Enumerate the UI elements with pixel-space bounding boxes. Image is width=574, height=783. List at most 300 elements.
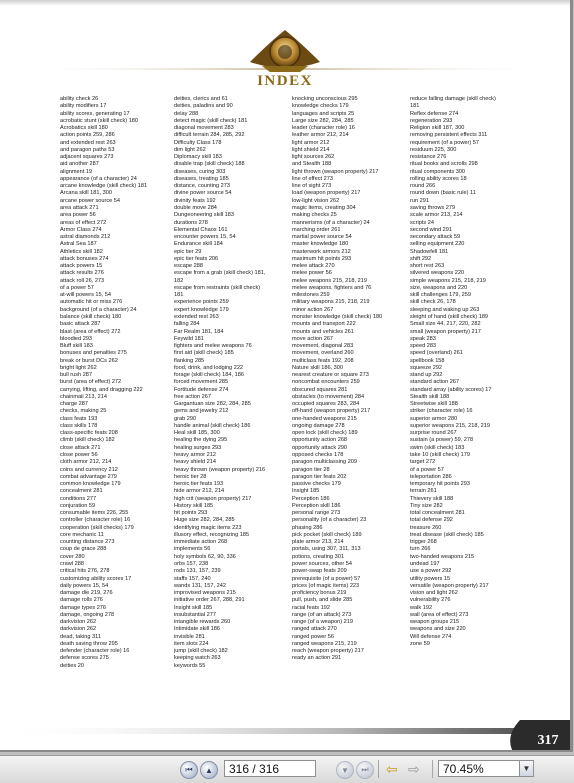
index-entry: noncombat encounters 259 <box>292 379 360 386</box>
index-entry: striker (character role) 16 <box>410 408 473 415</box>
next-page-icon: ▼ <box>341 765 349 775</box>
back-arrow-button[interactable] <box>386 761 398 778</box>
first-page-button[interactable] <box>180 761 198 779</box>
index-entry: ability scores, generating 17 <box>60 110 130 117</box>
index-entry: expert knowledge 179 <box>174 306 229 313</box>
index-entry: ranged power 56 <box>292 633 334 640</box>
index-entry: bloodied 293 <box>60 335 93 342</box>
index-entry: potions, creating 301 <box>292 553 344 560</box>
index-entry: requirement (of a power) 57 <box>410 139 480 146</box>
index-entry: total defense 292 <box>410 517 453 524</box>
index-entry: coup de grace 288 <box>60 546 107 553</box>
index-entry: superior weapons 215, 218, 219 <box>410 422 490 429</box>
index-entry: ranged attack 270 <box>292 626 337 633</box>
index-entry: staffs 157, 240 <box>174 575 211 582</box>
index-entry: Dungeoneering skill 183 <box>174 212 235 219</box>
index-column-2 <box>174 96 294 670</box>
index-entry: nearest creature or square 273 <box>292 372 369 379</box>
index-entry: forage (skill check) 184, 186 <box>174 372 244 379</box>
next-page-button[interactable] <box>336 761 354 779</box>
index-entry: melee attack 270 <box>292 263 335 270</box>
index-entry: Perception 186 <box>292 495 330 502</box>
index-entry: divine power source 54 <box>174 190 232 197</box>
index-entry: alignment 19 <box>60 168 93 175</box>
index-entry: vulnerability 276 <box>410 597 451 604</box>
index-entry: martial power source 54 <box>292 234 352 241</box>
index-entry: ritual books and scrolls 298 <box>410 161 478 168</box>
index-entry: of a power 57 <box>60 284 94 291</box>
index-entry: invisible 281 <box>174 633 205 640</box>
index-entry: encounter powers 15, 54 <box>174 234 236 241</box>
index-entry: utility powers 15 <box>410 575 451 582</box>
index-entry: Shadowfell 181 <box>410 248 449 255</box>
index-entry: one-handed weapons 215 <box>292 415 357 422</box>
current-page-value: 316 <box>229 762 250 776</box>
index-entry: orbs 157, 238 <box>174 561 209 567</box>
index-entry: core mechanic 11 <box>60 531 104 538</box>
index-entry: illusory effect, recognizing 185 <box>174 531 250 538</box>
index-entry: customizing ability scores 17 <box>60 575 132 582</box>
index-entry: Nature skill 186, 300 <box>292 364 343 371</box>
index-entry: Reflex defense 274 <box>410 110 459 117</box>
index-entry: and Stealth 188 <box>292 161 332 168</box>
index-entry: counting distance 273 <box>60 539 115 546</box>
index-entry: area attack 271 <box>60 204 99 211</box>
index-entry: adjacent squares 273 <box>60 154 114 161</box>
index-entry: pull, push, and slide 285 <box>292 597 353 604</box>
index-entry: trigger 268 <box>410 539 437 546</box>
index-entry: marching order 261 <box>292 226 341 233</box>
index-entry: forced movement 285 <box>174 379 229 386</box>
index-entry: checks, making 25 <box>60 408 107 415</box>
index-entry: master knowledge 180 <box>292 241 349 248</box>
index-entry: round down (basic rule) 11 <box>410 190 476 197</box>
index-entry: experience points 259 <box>174 299 229 306</box>
index-entry: military weapons 215, 218, 219 <box>292 299 370 306</box>
index-entry: grab 290 <box>174 415 197 422</box>
index-entry: paragon multiclassing 209 <box>292 459 357 466</box>
index-entry: sleight of hand (skill check) 189 <box>410 313 489 320</box>
index-entry: ready an action 291 <box>292 655 342 662</box>
index-entry: Arcana skill 181, 300 <box>60 190 112 197</box>
index-entry: line of sight 273 <box>292 183 332 190</box>
index-entry: spellbook 158 <box>410 357 445 364</box>
index-entry: residuum 225, 300 <box>410 146 457 153</box>
index-entry: cooperation (skill checks) 179 <box>60 524 134 531</box>
index-entry: low-light vision 262 <box>292 197 340 204</box>
index-entry: flanking 285 <box>174 357 205 364</box>
index-entry: insubstantial 277 <box>174 611 216 618</box>
page-count-label: / 316 <box>252 762 280 776</box>
index-entry: ability modifiers 17 <box>60 103 107 110</box>
index-entry: saving throws 279 <box>410 204 456 211</box>
index-entry: sustain (a power) 59, 278 <box>410 437 474 444</box>
index-entry: making checks 25 <box>292 212 337 219</box>
index-entry: reduce falling damage (skill check) <box>410 96 496 102</box>
index-entry: second wind 291 <box>410 226 452 233</box>
index-entry: improvised weapons 215 <box>174 590 236 597</box>
index-entry: diseases, curing 303 <box>174 168 226 175</box>
index-entry: background (of a character) 24 <box>60 306 137 313</box>
index-entry: bright light 262 <box>60 364 97 371</box>
index-entry: versatile (weapon property) 217 <box>410 582 489 589</box>
index-entry: concealment 281 <box>60 488 103 495</box>
index-entry: implements 56 <box>174 546 211 553</box>
index-entry: secondary attack 59 <box>410 234 461 241</box>
index-entry: melee weapons, fighters and 76 <box>292 284 372 291</box>
index-entry: attack results 276 <box>60 270 104 277</box>
index-entry: healing surges 293 <box>174 444 222 451</box>
index-entry: close attack 271 <box>60 444 101 451</box>
index-entry: initiative order 267, 288, 291 <box>174 597 245 604</box>
index-entry: jump (skill check) 182 <box>174 648 228 655</box>
index-entry: Thievery skill 188 <box>410 495 454 502</box>
index-entry: durations 278 <box>174 219 208 226</box>
index-entry: Diplomacy skill 183 <box>174 154 222 161</box>
index-entry: Acrobatics skill 180 <box>60 125 108 132</box>
index-entry: deities, paladins and 90 <box>174 103 233 110</box>
index-entry: damage, ongoing 278 <box>60 611 115 618</box>
index-entry: and paragon paths 53 <box>60 146 115 153</box>
index-entry: and extended rest 263 <box>60 139 116 146</box>
index-entry: Intimidate skill 186 <box>174 626 221 633</box>
index-entry: off-hand (weapon property) 217 <box>292 408 371 415</box>
index-entry: paragon tier 28 <box>292 466 330 473</box>
index-entry: move action 267 <box>292 335 334 342</box>
page-title: INDEX <box>257 73 313 89</box>
index-entry: Tiny size 282 <box>410 502 443 509</box>
index-entry: passive checks 179 <box>292 481 341 488</box>
index-entry: heroic tier feats 193 <box>174 481 224 488</box>
index-entry: treat disease (skill check) 185 <box>410 531 484 538</box>
index-entry: wall (area of effect) 273 <box>410 611 469 618</box>
index-entry: daily powers 15, 54 <box>60 582 109 589</box>
index-entry: plate armor 213, 214 <box>292 539 344 546</box>
index-entry: keywords 55 <box>174 662 206 669</box>
index-entry: escape 288 <box>174 263 203 270</box>
index-entry: short rest 263 <box>410 263 445 270</box>
index-entry: Bluff skill 183 <box>60 343 93 350</box>
index-entry: leather armor 212, 214 <box>292 132 349 139</box>
index-entry: prices (of magic items) 223 <box>292 582 360 589</box>
page-top-shadow <box>0 0 570 6</box>
index-entry: conditions 277 <box>60 495 97 502</box>
index-entry: Perception skill 186 <box>292 502 341 509</box>
index-entry: class feats 193 <box>60 415 98 422</box>
index-entry: gems and jewelry 212 <box>174 408 229 415</box>
index-entry: attack powers 15 <box>60 263 103 270</box>
index-entry: weapon groups 215 <box>410 619 460 626</box>
index-entry: undead 197 <box>410 561 440 567</box>
index-entry: Streetwise skill 188 <box>410 401 458 408</box>
footer-ornament <box>0 718 570 750</box>
index-entry: break or burst DCs 262 <box>60 357 118 364</box>
index-entry: action points 259, 286 <box>60 132 115 139</box>
index-entry: Athletics skill 182 <box>60 248 103 255</box>
index-entry: scripts 24 <box>410 219 434 226</box>
index-entry: phasing 286 <box>292 524 323 531</box>
index-entry: heroic tier 28 <box>174 473 207 480</box>
index-entry: Huge size 282, 284, 285 <box>174 517 235 524</box>
index-entry: scale armor 213, 214 <box>410 212 463 219</box>
index-entry: cloth armor 212, 214 <box>60 459 112 466</box>
index-entry: skill challenges 179, 259 <box>410 292 471 299</box>
index-entry: Elemental Chaos 161 <box>174 226 228 233</box>
index-entry: class skills 178 <box>60 422 98 429</box>
index-entry: Heal skill 185, 300 <box>174 430 220 437</box>
index-entry: occupied squares 283, 284 <box>292 401 360 408</box>
index-entry: identifying magic items 223 <box>174 524 242 531</box>
index-entry: Insight 185 <box>292 488 320 495</box>
index-entry: knowledge checks 179 <box>292 103 349 110</box>
index-entry: diagonal movement 283 <box>174 125 234 132</box>
index-entry: movement, diagonal 283 <box>292 343 354 350</box>
index-entry: light thrown (weapon property) 217 <box>292 168 379 175</box>
index-entry: total concealment 281 <box>410 510 465 517</box>
index-entry: walk 192 <box>410 604 433 611</box>
toolbar-separator <box>432 760 433 778</box>
index-entry: darkvision 262 <box>60 619 97 626</box>
index-column-4 <box>410 96 530 648</box>
index-entry: target 272 <box>410 459 436 466</box>
index-entry: Large size 282, 284, 285 <box>292 117 354 124</box>
index-entry: ongoing damage 278 <box>292 422 345 429</box>
index-entry: line of effect 273 <box>292 175 333 182</box>
index-entry: Astral Sea 187 <box>60 241 97 248</box>
index-entry: attack bonuses 274 <box>60 255 109 262</box>
page-number-input[interactable] <box>224 760 316 777</box>
index-entry: 181 <box>410 103 420 110</box>
index-entry: run 291 <box>410 197 429 204</box>
index-entry: heavy shield 214 <box>174 459 216 466</box>
index-entry: Small size 44, 217, 220, 282 <box>410 321 481 328</box>
index-entry: diseases, treating 185 <box>174 175 229 182</box>
index-entry: light sources 262 <box>292 154 335 161</box>
index-entry: at-will powers 15, 54 <box>60 292 111 299</box>
index-entry: obstacles (to movement) 284 <box>292 393 365 400</box>
index-entry: zone 59 <box>410 640 430 647</box>
index-entry: minor action 267 <box>292 306 334 313</box>
index-entry: Difficulty Class 178 <box>174 139 222 146</box>
index-entry: multiclass feats 192, 208 <box>292 357 354 364</box>
zoom-field[interactable] <box>438 760 520 777</box>
index-entry: common knowledge 179 <box>60 481 121 488</box>
header-ornament <box>0 22 570 102</box>
index-entry: extended rest 263 <box>174 313 219 320</box>
index-entry: racial feats 192 <box>292 604 330 611</box>
index-entry: escape from a grab (skill check) 181, <box>174 270 266 277</box>
index-entry: combat advantage 279 <box>60 473 117 480</box>
index-entry: weapons and size 220 <box>410 626 466 633</box>
index-entry: hide armor 212, 214 <box>174 488 225 495</box>
index-entry: class-specific feats 208 <box>60 430 118 437</box>
page-number: 317 <box>537 733 559 748</box>
index-entry: 181 <box>174 292 184 299</box>
index-entry: paragon tier feats 202 <box>292 473 347 480</box>
index-entry: personal range 273 <box>292 510 341 517</box>
index-entry: sleeping and waking up 263 <box>410 306 480 313</box>
index-entry: vision and light 262 <box>410 590 458 597</box>
index-entry: mannerisms (of a character) 24 <box>292 219 370 226</box>
index-entry: fighters and melee weapons 76 <box>174 343 252 350</box>
last-page-button[interactable] <box>356 761 374 779</box>
zoom-dropdown[interactable] <box>519 760 534 777</box>
index-entry: Far Realm 181, 184 <box>174 328 224 335</box>
index-entry: damage types 276 <box>60 604 107 611</box>
index-entry: hit points 293 <box>174 510 208 517</box>
index-entry: squeeze 292 <box>410 364 443 371</box>
index-entry: range (of a weapon) 219 <box>292 619 353 626</box>
index-entry: temporary hit points 293 <box>410 481 471 488</box>
index-entry: crawl 288 <box>60 561 84 567</box>
index-entry: prerequisite (of a power) 57 <box>292 575 361 582</box>
index-entry: obscured squares 281 <box>292 386 348 393</box>
index-entry: immediate action 268 <box>174 539 228 546</box>
index-entry: food, drink, and lodging 222 <box>174 364 244 371</box>
index-entry: proficiency bonus 219 <box>292 590 347 597</box>
index-entry: opportunity action 268 <box>292 437 348 444</box>
last-page-icon: ⏭ <box>361 765 369 774</box>
index-entry: Armor Class 274 <box>60 226 102 233</box>
index-entry: resistance 276 <box>410 154 447 161</box>
index-entry: defense scores 275 <box>60 655 109 662</box>
index-entry: rods 131, 157, 239 <box>174 568 221 575</box>
index-entry: treasure 260 <box>410 524 442 531</box>
index-entry: mounts and vehicles 261 <box>292 328 354 335</box>
index-entry: acrobatic stunt (skill check) 180 <box>60 117 139 124</box>
index-entry: surprise round 267 <box>410 430 457 437</box>
index-entry: basic attack 287 <box>60 321 101 328</box>
index-entry: Feywild 181 <box>174 335 204 342</box>
index-entry: teleportation 286 <box>410 473 452 480</box>
index-entry: melee power 56 <box>292 270 332 277</box>
index-column-3 <box>292 96 412 663</box>
index-entry: maximum hit points 293 <box>292 255 352 262</box>
index-entry: Stealth skill 188 <box>410 393 450 400</box>
index-entry: languages and scripts 25 <box>292 110 355 117</box>
first-page-icon: ⏮ <box>185 765 193 774</box>
index-entry: coins and currency 212 <box>60 466 118 473</box>
index-entry: open lock (skill check) 189 <box>292 430 358 437</box>
index-entry: intangible rewards 260 <box>174 619 231 626</box>
index-entry: escape from restraints (skill check) <box>174 284 261 291</box>
index-entry: detect magic (skill check) 181 <box>174 117 248 124</box>
index-entry: healing the dying 295 <box>174 437 228 444</box>
index-entry: 182 <box>174 277 184 284</box>
index-entry: area power 56 <box>60 212 96 219</box>
index-entry: range (of an attack) 273 <box>292 611 352 618</box>
index-entry: of a power 57 <box>410 466 444 473</box>
index-entry: power-swap feats 209 <box>292 568 347 575</box>
index-entry: pick pocket (skill check) 189 <box>292 531 362 538</box>
index-entry: double move 284 <box>174 204 217 211</box>
index-entry: chainmail 213, 214 <box>60 393 107 400</box>
index-entry: heavy armor 212 <box>174 452 216 459</box>
index-entry: masterwork armors 212 <box>292 248 351 255</box>
index-entry: skill check 26, 178 <box>410 299 456 306</box>
index-entry: close power 56 <box>60 452 98 459</box>
index-entry: blast (area of effect) 272 <box>60 328 121 335</box>
index-entry: Gargantuan size 282, 284, 285 <box>174 401 251 408</box>
index-entry: portals, using 307, 311, 313 <box>292 546 361 553</box>
index-entry: load (weapon property) 217 <box>292 190 361 197</box>
index-entry: monster knowledge (skill check) 180 <box>292 313 383 320</box>
index-entry: climb (skill check) 182 <box>60 437 115 444</box>
index-entry: conjuration 59 <box>60 502 96 509</box>
index-entry: Will defense 274 <box>410 633 452 640</box>
index-entry: dim light 262 <box>174 146 206 153</box>
index-entry: opportunity attack 290 <box>292 444 348 451</box>
index-entry: Religion skill 187, 300 <box>410 125 465 132</box>
index-entry: delay 288 <box>174 110 199 117</box>
index-entry: bonuses and penalties 275 <box>60 350 127 357</box>
index-entry: damage rolls 276 <box>60 597 103 604</box>
index-entry: difficult terrain 284, 285, 292 <box>174 132 245 139</box>
index-entry: speed (overland) 261 <box>410 350 463 357</box>
index-entry: knocking unconscious 295 <box>292 96 358 102</box>
previous-page-button[interactable] <box>200 761 218 779</box>
index-entry: charge 287 <box>60 401 88 408</box>
index-entry: ritual components 300 <box>410 168 466 175</box>
index-entry: item slots 224 <box>174 640 209 647</box>
index-entry: wands 131, 157, 242 <box>174 582 226 589</box>
index-entry: burst (area of effect) 272 <box>60 379 122 386</box>
forward-arrow-button[interactable] <box>408 761 420 778</box>
index-entry: defender (character role) 16 <box>60 648 130 655</box>
index-entry: reach (weapon property) 217 <box>292 648 364 655</box>
index-entry: epic tier feats 206 <box>174 255 219 262</box>
index-entry: mounts and transport 222 <box>292 321 356 328</box>
index-entry: arcane power source 54 <box>60 197 121 204</box>
index-entry: removing persistent effects 311 <box>410 132 488 139</box>
index-entry: light shield 214 <box>292 146 330 153</box>
index-entry: appearance (of a character) 24 <box>60 175 137 182</box>
index-entry: rolling ability scores 18 <box>410 175 467 182</box>
index-entry: personality (of a character) 23 <box>292 517 367 524</box>
index-entry: deities, clerics and 61 <box>174 96 228 102</box>
dropdown-arrow-icon: ▼ <box>522 764 531 773</box>
index-entry: Fortitude defense 274 <box>174 386 229 393</box>
index-entry: automatic hit or miss 276 <box>60 299 123 306</box>
index-entry: disable trap (skill check) 188 <box>174 161 245 168</box>
index-entry: movement, overland 260 <box>292 350 354 357</box>
index-entry: swim (skill check) 183 <box>410 444 465 451</box>
previous-page-icon: ▲ <box>205 765 213 775</box>
index-entry: small (weapon property) 217 <box>410 328 481 335</box>
index-entry: astral diamonds 212 <box>60 234 111 241</box>
index-entry: regeneration 293 <box>410 117 453 124</box>
index-entry: distance, counting 273 <box>174 183 230 190</box>
index-entry: attack roll 26, 273 <box>60 277 105 284</box>
index-entry: arcane knowledge (skill check) 181 <box>60 183 148 190</box>
index-entry: standard action 267 <box>410 379 460 386</box>
index-entry: darkvision 262 <box>60 626 97 633</box>
index-entry: controller (character role) 16 <box>60 517 131 524</box>
forward-arrow-icon: ⇨ <box>408 761 420 777</box>
index-entry: dead, taking 311 <box>60 633 101 640</box>
index-entry: Insight skill 185 <box>174 604 213 611</box>
index-entry: simple weapons 215, 218, 219 <box>410 277 486 284</box>
toolbar-separator <box>378 760 379 778</box>
index-entry: superior armor 280 <box>410 415 458 422</box>
index-column-1 <box>60 96 180 670</box>
index-entry: falling 284 <box>174 321 200 328</box>
index-entry: cover 280 <box>60 553 85 560</box>
index-entry: speed 283 <box>410 343 437 350</box>
index-entry: speak 283 <box>410 335 436 342</box>
index-entry: areas of effect 272 <box>60 219 107 226</box>
index-entry: leader (character role) 16 <box>292 125 355 132</box>
